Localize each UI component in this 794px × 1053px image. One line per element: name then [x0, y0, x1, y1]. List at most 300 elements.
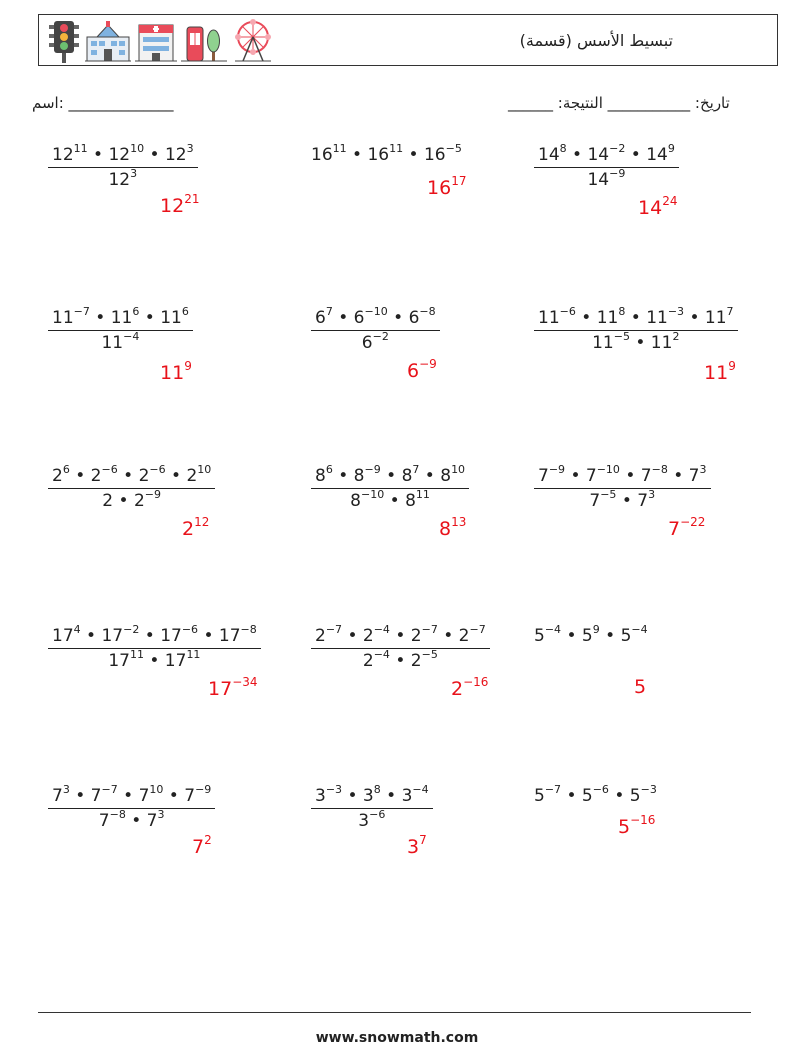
answer-exponent: 24 [662, 194, 678, 208]
power-exponent: −3 [640, 783, 657, 796]
power-exponent: −5 [421, 648, 438, 661]
power-exponent: 10 [130, 142, 145, 155]
answer-exponent: −16 [463, 675, 489, 689]
power-exponent: 11 [332, 142, 347, 155]
numerator [311, 463, 469, 488]
multiply-dot: • [139, 626, 161, 646]
multiply-dot: • [389, 651, 411, 671]
power-exponent: 8 [618, 305, 626, 318]
power-base: 2 [90, 466, 102, 486]
multiply-dot: • [575, 308, 597, 328]
power-base: 7 [146, 811, 158, 831]
problem-13 [48, 783, 215, 831]
power-base: 2 [362, 626, 374, 646]
power-term [423, 142, 462, 165]
power-exponent: −7 [101, 783, 118, 796]
power-exponent: −5 [445, 142, 462, 155]
power-exponent: −4 [412, 783, 429, 796]
power-exponent: −7 [325, 623, 343, 636]
denominator [534, 331, 738, 353]
fraction [534, 463, 711, 511]
power-base: 8 [440, 466, 452, 486]
multiply-dot: • [419, 466, 441, 486]
numerator [48, 783, 215, 808]
power-exponent: −10 [361, 488, 385, 501]
power-base: 5 [534, 626, 545, 646]
power-term [650, 330, 680, 353]
power-exponent: 11 [73, 142, 88, 155]
power-term [585, 463, 620, 486]
power-base: 7 [52, 786, 63, 806]
fraction [48, 783, 215, 831]
power-exponent: −8 [419, 305, 436, 318]
power-term [353, 463, 381, 486]
power-base: 2 [362, 651, 374, 671]
power-term [620, 623, 648, 646]
power-exponent: −6 [559, 305, 576, 318]
power-exponent: −10 [596, 463, 620, 476]
power-exponent: 8 [373, 783, 381, 796]
power-term [587, 167, 626, 190]
power-exponent: 3 [186, 142, 194, 155]
power-base: 14 [538, 145, 560, 165]
worksheet-header [38, 14, 778, 66]
phone-booth-tree-icon [181, 19, 227, 63]
power-term [52, 305, 90, 328]
problem-8 [311, 463, 469, 511]
power-term [108, 167, 138, 190]
multiply-dot: • [599, 626, 621, 646]
power-term [408, 305, 436, 328]
power-term [410, 648, 438, 671]
product-expression [311, 142, 462, 165]
numerator [311, 305, 440, 330]
power-exponent: 3 [157, 808, 165, 821]
numerator [534, 142, 679, 167]
power-term [637, 488, 656, 511]
power-base: 8 [315, 466, 326, 486]
power-base: 8 [350, 491, 361, 511]
power-term [315, 305, 333, 328]
power-term [110, 305, 140, 328]
power-term [410, 623, 438, 646]
power-exponent: −4 [373, 623, 390, 636]
answer-exponent: 17 [451, 174, 467, 188]
fraction [311, 623, 490, 671]
answer-4 [160, 359, 192, 384]
multiply-dot: • [165, 466, 187, 486]
answer-10 [208, 675, 258, 700]
power-base: 6 [361, 333, 373, 353]
power-base: 14 [646, 145, 668, 165]
power-base: 6 [353, 308, 365, 328]
denominator [48, 331, 193, 353]
power-exponent: −6 [592, 783, 609, 796]
answer-exponent: −16 [630, 813, 656, 827]
denominator [534, 168, 679, 190]
answer-6 [704, 359, 736, 384]
power-term [592, 330, 630, 353]
multiply-dot: • [403, 145, 424, 165]
power-term [458, 623, 486, 646]
answer-base: 16 [427, 177, 452, 199]
problem-4 [48, 305, 193, 353]
power-exponent: 11 [389, 142, 404, 155]
numerator [48, 623, 261, 648]
multiply-dot: • [113, 491, 134, 511]
power-exponent: −7 [421, 623, 438, 636]
power-term [401, 783, 429, 806]
power-base: 7 [184, 786, 196, 806]
power-term [315, 623, 343, 646]
power-exponent: −9 [548, 463, 566, 476]
traffic-light-icon [47, 19, 81, 63]
power-term [315, 463, 333, 486]
multiply-dot: • [566, 145, 588, 165]
power-exponent: 3 [130, 167, 138, 180]
multiply-dot: • [437, 626, 459, 646]
multiply-dot: • [69, 786, 91, 806]
multiply-dot: • [561, 786, 582, 806]
power-base: 11 [592, 333, 614, 353]
footer-url: www.snowmath.com [315, 1030, 479, 1046]
power-term [218, 623, 257, 646]
answer-5 [407, 357, 437, 382]
power-term [646, 142, 675, 165]
numerator [534, 305, 738, 330]
power-exponent: −5 [613, 330, 630, 343]
problem-3 [534, 142, 679, 190]
numerator [311, 623, 490, 648]
power-term [358, 808, 386, 831]
power-exponent: 10 [197, 463, 212, 476]
numerator [534, 463, 711, 488]
multiply-dot: • [616, 491, 638, 511]
power-term [52, 623, 81, 646]
power-term [581, 623, 600, 646]
numerator [48, 142, 198, 167]
multiply-dot: • [144, 145, 165, 165]
power-term [362, 623, 390, 646]
problem-9 [534, 463, 711, 511]
power-term [102, 491, 113, 511]
ferris-wheel-icon [231, 19, 275, 63]
power-exponent: −7 [469, 623, 486, 636]
power-exponent: 11 [186, 648, 201, 661]
product-expression [534, 623, 648, 646]
power-base: 16 [423, 145, 446, 165]
power-base: 17 [160, 626, 182, 646]
power-exponent: 3 [699, 463, 707, 476]
multiply-dot: • [198, 626, 219, 646]
answer-base: 12 [160, 195, 185, 217]
power-base: 7 [585, 466, 597, 486]
problem-2 [311, 142, 462, 165]
multiply-dot: • [684, 308, 705, 328]
power-term [146, 808, 165, 831]
multiply-dot: • [625, 308, 647, 328]
power-base: 5 [534, 786, 545, 806]
multiply-dot: • [561, 626, 582, 646]
power-base: 5 [620, 626, 632, 646]
multiply-dot: • [143, 651, 165, 671]
name-field-label: اسم: ______________ [32, 94, 174, 112]
power-base: 11 [596, 308, 619, 328]
power-base: 17 [101, 626, 124, 646]
power-base: 7 [98, 811, 110, 831]
multiply-dot: • [163, 786, 185, 806]
hospital-icon [135, 19, 177, 63]
multiply-dot: • [125, 811, 147, 831]
answer-1 [160, 192, 200, 217]
power-term [405, 488, 430, 511]
problem-10 [48, 623, 261, 671]
power-term [138, 783, 164, 806]
multiply-dot: • [667, 466, 689, 486]
power-term [52, 463, 70, 486]
answer-14 [407, 833, 427, 858]
power-base: 3 [358, 811, 370, 831]
power-term [362, 783, 381, 806]
power-base: 14 [587, 145, 610, 165]
answer-base: 14 [638, 197, 663, 219]
fraction [311, 783, 433, 831]
fraction [311, 463, 469, 511]
power-exponent: 6 [62, 463, 70, 476]
power-exponent: −8 [240, 623, 257, 636]
answer-exponent: 21 [184, 192, 200, 206]
power-base: 12 [52, 145, 74, 165]
power-exponent: 7 [325, 305, 333, 318]
power-exponent: 8 [559, 142, 567, 155]
power-base: 11 [704, 308, 727, 328]
power-exponent: −9 [364, 463, 381, 476]
power-base: 11 [160, 308, 182, 328]
date-score-field-label: ______ :تاريخ: ___________ النتيجة [508, 94, 730, 112]
power-term [589, 488, 617, 511]
multiply-dot: • [332, 308, 354, 328]
power-exponent: 11 [129, 648, 144, 661]
power-exponent: 9 [667, 142, 675, 155]
power-base: 2 [410, 626, 422, 646]
power-base: 11 [650, 333, 673, 353]
power-base: 3 [401, 786, 413, 806]
product-expression [534, 783, 657, 806]
power-base: 5 [581, 786, 593, 806]
power-exponent: −2 [372, 330, 389, 343]
answer-base: 3 [407, 836, 420, 858]
power-term [98, 808, 126, 831]
power-base: 11 [101, 333, 124, 353]
power-base: 8 [401, 466, 413, 486]
answer-2 [427, 174, 467, 199]
power-exponent: −6 [101, 463, 118, 476]
denominator [311, 809, 433, 831]
fraction [48, 463, 215, 511]
power-base: 7 [138, 786, 150, 806]
denominator [48, 489, 215, 511]
power-term [101, 330, 140, 353]
answer-base: 6 [407, 360, 420, 382]
power-base: 2 [52, 466, 63, 486]
numerator [311, 783, 433, 808]
power-base: 11 [538, 308, 560, 328]
numerator [48, 305, 193, 330]
answer-exponent: −34 [232, 675, 258, 689]
denominator [48, 649, 261, 671]
power-base: 8 [353, 466, 365, 486]
power-term [164, 648, 201, 671]
answer-15 [618, 813, 656, 838]
problem-15 [534, 783, 657, 806]
answer-base: 2 [451, 678, 464, 700]
power-term [353, 305, 388, 328]
power-term [440, 463, 466, 486]
answer-exponent: 13 [451, 515, 467, 529]
power-exponent: −4 [123, 330, 140, 343]
multiply-dot: • [342, 626, 363, 646]
power-term [52, 142, 88, 165]
denominator [311, 649, 490, 671]
fraction [48, 623, 261, 671]
multiply-dot: • [69, 466, 91, 486]
multiply-dot: • [629, 333, 651, 353]
power-exponent: −6 [369, 808, 386, 821]
multiply-dot: • [87, 145, 109, 165]
answer-12 [634, 676, 646, 698]
multiply-dot: • [342, 786, 363, 806]
denominator [48, 168, 198, 190]
answer-base: 11 [704, 362, 729, 384]
power-base: 5 [629, 786, 641, 806]
power-exponent: −7 [73, 305, 90, 318]
power-term [704, 305, 734, 328]
power-term [362, 648, 390, 671]
power-term [534, 623, 562, 646]
power-exponent: −7 [544, 783, 562, 796]
power-exponent: 10 [451, 463, 466, 476]
power-term [688, 463, 707, 486]
power-base: 16 [367, 145, 390, 165]
power-base: 11 [52, 308, 74, 328]
power-exponent: −6 [149, 463, 166, 476]
fraction [48, 142, 198, 190]
multiply-dot: • [625, 145, 647, 165]
power-base: 8 [405, 491, 416, 511]
power-base: 2 [458, 626, 470, 646]
power-term [108, 648, 144, 671]
answer-exponent: 7 [419, 833, 427, 847]
power-term [160, 623, 199, 646]
power-exponent: −8 [651, 463, 668, 476]
power-base: 16 [311, 145, 333, 165]
power-base: 7 [538, 466, 549, 486]
power-term [315, 783, 343, 806]
answer-exponent: 9 [184, 359, 192, 373]
power-base: 6 [408, 308, 420, 328]
power-exponent: 7 [726, 305, 734, 318]
answer-exponent: 2 [204, 833, 212, 847]
power-term [160, 305, 189, 328]
power-exponent: 11 [415, 488, 430, 501]
fraction [311, 305, 440, 353]
denominator [311, 331, 440, 353]
power-base: 6 [315, 308, 326, 328]
power-term [538, 463, 566, 486]
power-term [90, 783, 118, 806]
multiply-dot: • [387, 308, 409, 328]
problem-14 [311, 783, 433, 831]
answer-exponent: 12 [194, 515, 210, 529]
power-base: 17 [108, 651, 130, 671]
power-base: 7 [640, 466, 652, 486]
power-base: 2 [410, 651, 422, 671]
power-base: 17 [52, 626, 74, 646]
power-base: 7 [589, 491, 601, 511]
answer-7 [182, 515, 210, 540]
power-base: 11 [646, 308, 668, 328]
power-base: 2 [133, 491, 145, 511]
answer-base: 17 [208, 678, 233, 700]
power-term [164, 142, 194, 165]
answer-8 [439, 515, 467, 540]
power-term [538, 305, 576, 328]
denominator [48, 809, 215, 831]
problem-12 [534, 623, 648, 646]
multiply-dot: • [117, 786, 139, 806]
power-base: 17 [218, 626, 241, 646]
answer-exponent: −9 [419, 357, 437, 371]
power-term [587, 142, 626, 165]
denominator [311, 489, 469, 511]
problem-5 [311, 305, 440, 353]
fraction [534, 305, 738, 353]
power-term [184, 783, 212, 806]
power-exponent: 2 [672, 330, 680, 343]
worksheet-title: (تبسيط الأسس (قسمة [519, 31, 673, 50]
power-term [311, 142, 347, 165]
power-exponent: 3 [648, 488, 656, 501]
power-base: 12 [164, 145, 187, 165]
power-exponent: 6 [181, 305, 189, 318]
problem-6 [534, 305, 738, 353]
multiply-dot: • [346, 145, 368, 165]
numerator [48, 463, 215, 488]
power-exponent: −9 [195, 783, 212, 796]
power-exponent: −3 [667, 305, 685, 318]
answer-base: 5 [634, 676, 647, 698]
answer-9 [668, 515, 706, 540]
answer-base: 7 [192, 836, 205, 858]
multiply-dot: • [117, 466, 139, 486]
power-term [52, 783, 70, 806]
power-exponent: −9 [609, 167, 626, 180]
power-exponent: −4 [373, 648, 390, 661]
power-exponent: −8 [109, 808, 126, 821]
power-exponent: −5 [600, 488, 617, 501]
power-term [646, 305, 685, 328]
problem-11 [311, 623, 490, 671]
power-base: 3 [315, 786, 326, 806]
answer-base: 7 [668, 518, 681, 540]
power-base: 2 [186, 466, 198, 486]
denominator [534, 489, 711, 511]
power-term [596, 305, 626, 328]
answer-base: 5 [618, 816, 631, 838]
fraction [534, 142, 679, 190]
multiply-dot: • [389, 626, 411, 646]
multiply-dot: • [380, 466, 402, 486]
